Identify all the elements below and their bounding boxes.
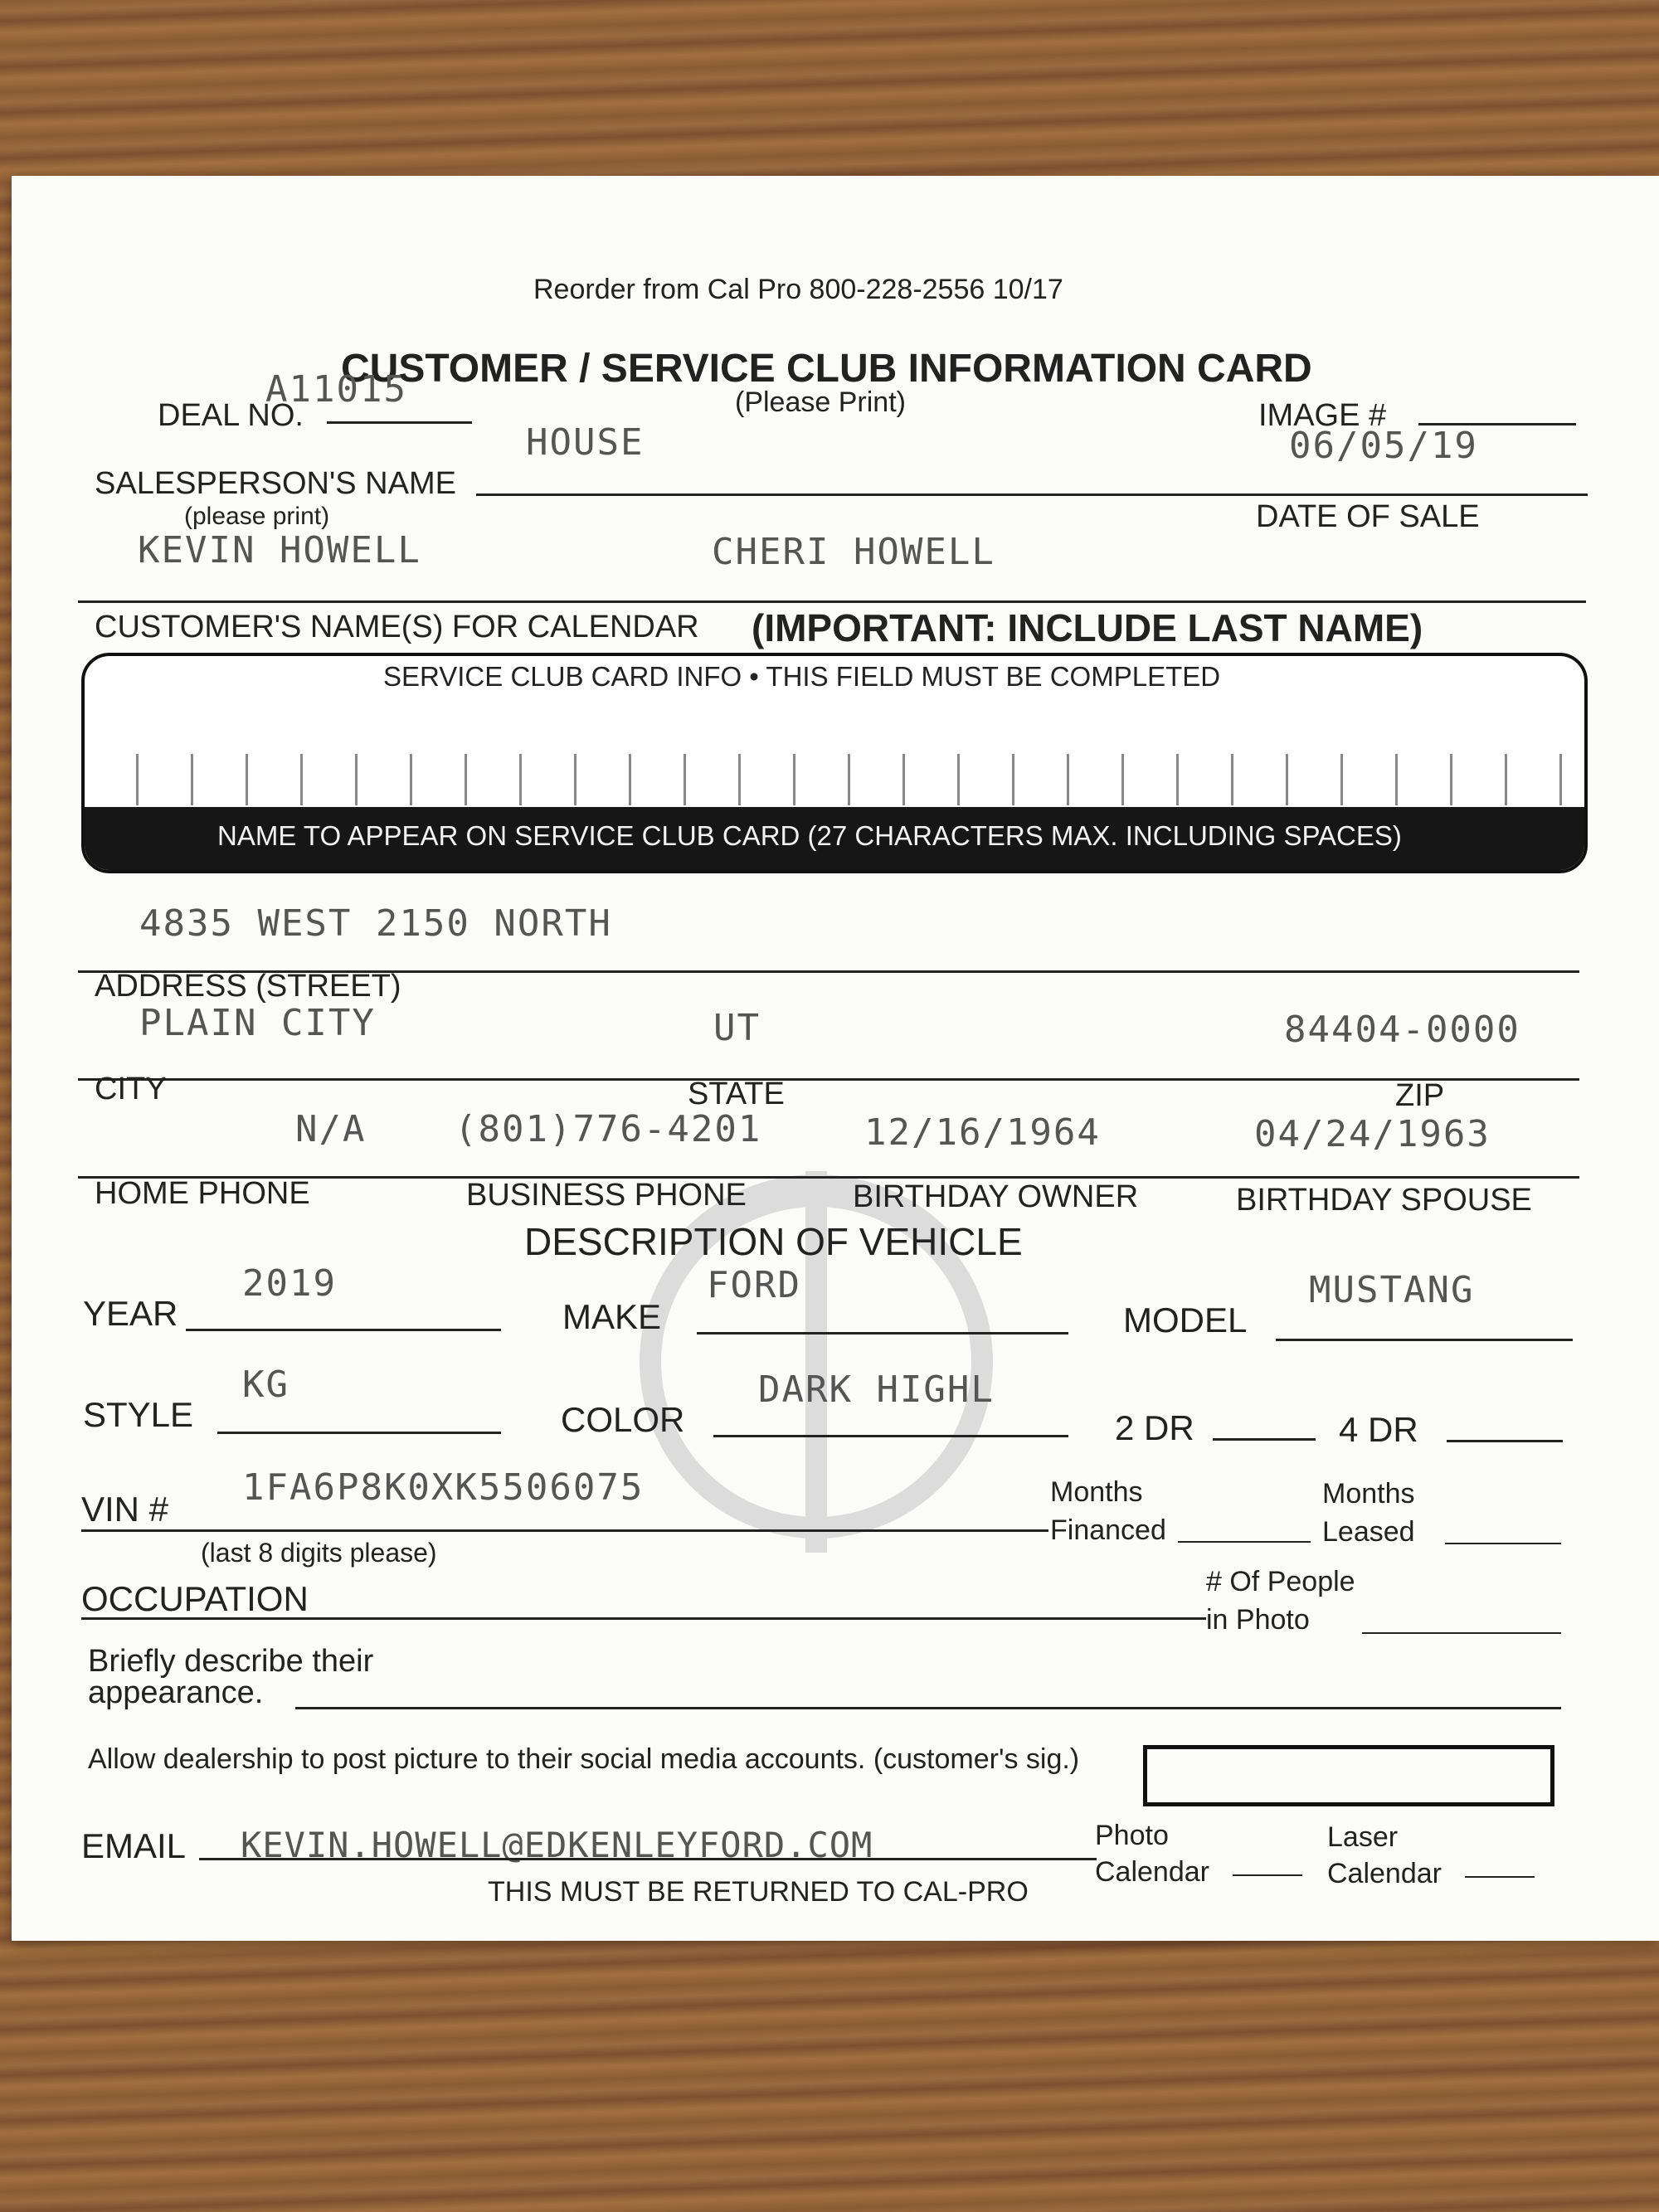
customer-name-2: CHERI HOWELL (712, 531, 995, 573)
address-label: ADDRESS (STREET) (95, 969, 401, 1004)
important-note: (IMPORTANT: INCLUDE LAST NAME) (752, 606, 1423, 649)
service-club-box (81, 653, 1588, 873)
salesperson-value: HOUSE (526, 421, 645, 464)
email-value: KEVIN.HOWELL@EDKENLEYFORD.COM (241, 1825, 873, 1865)
please-print-note: (please print) (184, 503, 330, 530)
style-value: KG (242, 1364, 289, 1406)
people-in-photo-line (1362, 1632, 1561, 1634)
birthday-owner-label: BIRTHDAY OWNER (853, 1179, 1139, 1214)
photo-calendar-label-2: Calendar (1095, 1856, 1209, 1888)
state-label: STATE (688, 1077, 785, 1111)
model-value: MUSTANG (1309, 1269, 1475, 1311)
model-label: MODEL (1123, 1300, 1248, 1339)
two-door-line (1213, 1438, 1316, 1441)
photo-calendar-line (1233, 1874, 1302, 1876)
city-label: CITY (95, 1072, 167, 1106)
information-card (12, 176, 1659, 1941)
home-phone-value: N/A (295, 1108, 367, 1150)
laser-calendar-label-2: Calendar (1327, 1858, 1442, 1889)
months-leased-line (1445, 1543, 1561, 1544)
two-door-label: 2 DR (1115, 1408, 1194, 1447)
make-value: FORD (707, 1264, 801, 1306)
customer-names-label: CUSTOMER'S NAME(S) FOR CALENDAR (95, 610, 699, 644)
color-label: COLOR (561, 1400, 685, 1439)
service-club-info-label: SERVICE CLUB CARD INFO • THIS FIELD MUST BE COMPLETED (383, 661, 1221, 692)
vehicle-heading: DESCRIPTION OF VEHICLE (524, 1220, 1023, 1263)
city-value: PLAIN CITY (139, 1002, 376, 1044)
card-subtitle: (Please Print) (735, 386, 906, 418)
signature-box (1143, 1745, 1554, 1806)
make-label: MAKE (562, 1297, 662, 1336)
style-line (217, 1432, 501, 1434)
home-phone-label: HOME PHONE (95, 1176, 310, 1211)
vin-label: VIN # (81, 1490, 169, 1529)
color-value: DARK HIGHL (758, 1369, 995, 1411)
name-on-card-bar (85, 807, 1584, 870)
street-value: 4835 WEST 2150 NORTH (139, 902, 612, 945)
customer-name-1: KEVIN HOWELL (138, 529, 421, 571)
people-in-photo-label-1: # Of People (1206, 1566, 1355, 1597)
character-grid (85, 754, 1584, 805)
color-line (713, 1435, 1068, 1437)
people-in-photo-label-2: in Photo (1206, 1604, 1310, 1636)
four-door-line (1447, 1440, 1563, 1442)
zip-value: 84404-0000 (1284, 1009, 1520, 1051)
months-leased-label-1: Months (1322, 1478, 1415, 1510)
laser-calendar-label-1: Laser (1327, 1821, 1399, 1853)
year-line (186, 1329, 501, 1331)
appearance-line (295, 1707, 1561, 1709)
birthday-owner-value: 12/16/1964 (864, 1111, 1101, 1154)
business-phone-label: BUSINESS PHONE (466, 1178, 747, 1213)
return-note: THIS MUST BE RETURNED TO CAL-PRO (488, 1876, 1029, 1908)
occupation-label: OCCUPATION (81, 1579, 309, 1618)
deal-no-label: DEAL NO. (158, 398, 304, 433)
months-financed-line (1178, 1541, 1311, 1543)
vin-value: 1FA6P8K0XK5506075 (242, 1466, 645, 1509)
date-of-sale-label: DATE OF SALE (1256, 499, 1480, 534)
date-of-sale-value: 06/05/19 (1289, 425, 1478, 467)
year-value: 2019 (242, 1262, 337, 1305)
style-label: STYLE (83, 1395, 194, 1434)
reorder-note: Reorder from Cal Pro 800-228-2556 10/17 (533, 274, 1063, 305)
year-label: YEAR (83, 1294, 178, 1333)
card-title: CUSTOMER / SERVICE CLUB INFORMATION CARD (341, 347, 1312, 391)
birthday-spouse-label: BIRTHDAY SPOUSE (1236, 1183, 1532, 1218)
appearance-label-1: Briefly describe their (88, 1644, 374, 1679)
email-label: EMAIL (81, 1826, 187, 1865)
business-phone-value: (801)776-4201 (455, 1108, 762, 1150)
months-financed-label-1: Months (1050, 1476, 1143, 1508)
occupation-line (81, 1617, 1206, 1620)
birthday-spouse-value: 04/24/1963 (1254, 1113, 1491, 1155)
months-financed-label-2: Financed (1050, 1514, 1166, 1546)
email-line (199, 1858, 1097, 1860)
social-media-consent-label: Allow dealership to post picture to their social media accounts. (customer's sig.) (88, 1743, 1080, 1775)
make-line (697, 1332, 1068, 1334)
image-no-label: IMAGE # (1258, 398, 1387, 433)
vin-line (81, 1529, 1048, 1532)
customer-names-line (78, 600, 1586, 603)
model-line (1276, 1339, 1573, 1341)
salesperson-label: SALESPERSON'S NAME (95, 466, 456, 501)
laser-calendar-line (1465, 1876, 1535, 1878)
appearance-label-2: appearance. (88, 1675, 264, 1710)
name-on-card-label: NAME TO APPEAR ON SERVICE CLUB CARD (27 CHARACTERS MAX. INCLUDING SPACES) (217, 820, 1402, 851)
deal-no-line (327, 421, 472, 424)
four-door-label: 4 DR (1339, 1410, 1418, 1449)
deal-no-value: A11015 (265, 368, 407, 411)
vin-note: (last 8 digits please) (201, 1538, 437, 1568)
photo-calendar-label-1: Photo (1095, 1820, 1169, 1851)
zip-label: ZIP (1395, 1078, 1445, 1113)
salesperson-line (476, 493, 1588, 496)
state-value: UT (713, 1007, 761, 1049)
months-leased-label-2: Leased (1322, 1516, 1415, 1548)
city-line (78, 1078, 1579, 1081)
